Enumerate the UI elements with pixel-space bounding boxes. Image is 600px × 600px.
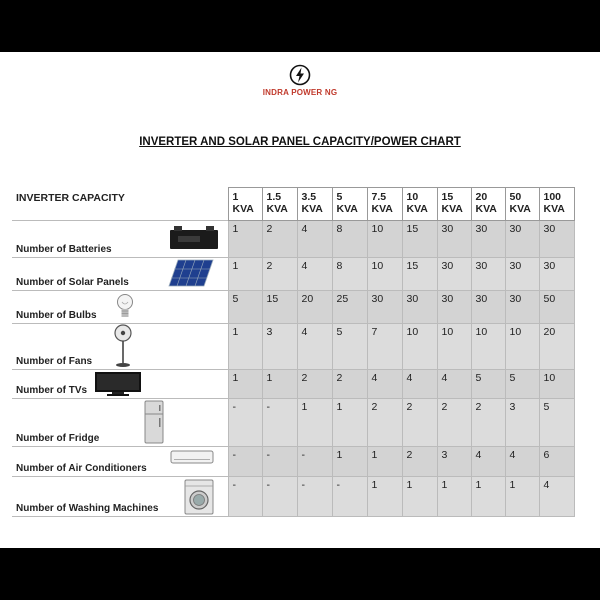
fridge-icon [144, 400, 164, 447]
table-cell: - [262, 477, 297, 517]
row-label: Number of Air Conditioners [16, 463, 147, 474]
table-cell: 3 [505, 399, 539, 447]
table-cell: 1 [402, 477, 437, 517]
table-cell: 4 [297, 258, 332, 291]
table-cell: 30 [471, 221, 505, 258]
table-cell: 10 [539, 370, 574, 399]
table-cell: 30 [437, 221, 471, 258]
row-label-cell [12, 370, 228, 399]
battery-icon [168, 225, 220, 254]
table-cell: 20 [539, 324, 574, 370]
table-cell: 30 [402, 291, 437, 324]
column-header: 50 KVA [505, 188, 539, 221]
chart-page [0, 52, 600, 548]
solar-panel-icon [168, 259, 214, 290]
table-row [12, 221, 574, 258]
table-cell: 2 [262, 258, 297, 291]
header-row [12, 188, 574, 221]
table-cell: 3 [262, 324, 297, 370]
table-row [12, 324, 574, 370]
row-label-cell [12, 399, 228, 447]
table-cell: 5 [539, 399, 574, 447]
row-label-cell [12, 258, 228, 291]
table-cell: 5 [471, 370, 505, 399]
table-cell: 2 [471, 399, 505, 447]
row-label: Number of Fridge [16, 433, 100, 444]
table-row [12, 370, 574, 399]
table-cell: 4 [297, 324, 332, 370]
television-icon [94, 371, 142, 400]
column-header: 15 KVA [437, 188, 471, 221]
air-conditioner-icon [170, 450, 214, 467]
table-cell: 30 [471, 291, 505, 324]
table-cell: - [297, 447, 332, 477]
table-cell: - [228, 447, 262, 477]
table-cell: 30 [437, 258, 471, 291]
table-cell: 2 [332, 370, 367, 399]
table-cell: 8 [332, 221, 367, 258]
table-cell: - [228, 477, 262, 517]
table-cell: 50 [539, 291, 574, 324]
table-cell: 5 [332, 324, 367, 370]
table-cell: 30 [505, 258, 539, 291]
lightning-bolt-icon [289, 64, 311, 86]
table-row [12, 477, 574, 517]
table-cell: 1 [505, 477, 539, 517]
table-row [12, 447, 574, 477]
table-cell: 10 [437, 324, 471, 370]
row-label: Number of Batteries [16, 244, 112, 255]
table-cell: 1 [228, 324, 262, 370]
table-cell: 10 [367, 221, 402, 258]
row-label: Number of Washing Machines [16, 503, 159, 514]
table-cell: 4 [297, 221, 332, 258]
brand-logo [0, 64, 600, 97]
table-cell: 10 [367, 258, 402, 291]
column-header: 5 KVA [332, 188, 367, 221]
row-label: Number of Bulbs [16, 310, 97, 321]
row-label-cell [12, 324, 228, 370]
table-cell: 30 [367, 291, 402, 324]
table-cell: 6 [539, 447, 574, 477]
standing-fan-icon [112, 324, 134, 371]
table-cell: 2 [437, 399, 471, 447]
table-cell: 2 [262, 221, 297, 258]
table-cell: 1 [332, 399, 367, 447]
table-cell: 1 [471, 477, 505, 517]
table-cell: 4 [402, 370, 437, 399]
table-cell: - [297, 477, 332, 517]
table-cell: 1 [437, 477, 471, 517]
column-header: 3.5 KVA [297, 188, 332, 221]
table-cell: 8 [332, 258, 367, 291]
column-header: 1.5 KVA [262, 188, 297, 221]
table-cell: - [228, 399, 262, 447]
corner-label: INVERTER CAPACITY [16, 191, 125, 204]
table-cell: 3 [437, 447, 471, 477]
table-cell: 2 [297, 370, 332, 399]
brand-name: INDRA POWER NG [262, 88, 338, 97]
column-header: 20 KVA [471, 188, 505, 221]
table-cell: 1 [297, 399, 332, 447]
table-cell: 30 [505, 221, 539, 258]
row-label-cell [12, 291, 228, 324]
washing-machine-icon [184, 479, 214, 518]
table-cell: - [262, 447, 297, 477]
row-label-cell [12, 477, 228, 517]
table-cell: 1 [367, 447, 402, 477]
table-row [12, 291, 574, 324]
row-label-cell [12, 447, 228, 477]
table-cell: 4 [367, 370, 402, 399]
table-cell: 4 [505, 447, 539, 477]
table-cell: 10 [402, 324, 437, 370]
table-cell: 1 [332, 447, 367, 477]
table-cell: 2 [367, 399, 402, 447]
column-header: 100 KVA [539, 188, 574, 221]
table-cell: 10 [471, 324, 505, 370]
table-cell: 15 [402, 221, 437, 258]
table-row [12, 399, 574, 447]
table-cell: 1 [228, 258, 262, 291]
table-cell: 25 [332, 291, 367, 324]
column-header: 1 KVA [228, 188, 262, 221]
table-cell: 30 [471, 258, 505, 291]
table-cell: 20 [297, 291, 332, 324]
table-cell: 2 [402, 447, 437, 477]
table-cell: 1 [228, 221, 262, 258]
table-cell: 15 [262, 291, 297, 324]
table-cell: - [262, 399, 297, 447]
table-cell: 1 [367, 477, 402, 517]
capacity-table [12, 187, 575, 517]
page-title: INVERTER AND SOLAR PANEL CAPACITY/POWER CHART [139, 136, 461, 148]
table-cell: 5 [228, 291, 262, 324]
row-label-cell [12, 221, 228, 258]
table-cell: - [332, 477, 367, 517]
row-label: Number of Fans [16, 356, 93, 367]
row-label: Number of TVs [16, 385, 88, 396]
column-header: 7.5 KVA [367, 188, 402, 221]
table-cell: 4 [471, 447, 505, 477]
table-cell: 1 [228, 370, 262, 399]
table-cell: 2 [402, 399, 437, 447]
table-cell: 5 [505, 370, 539, 399]
table-cell: 30 [437, 291, 471, 324]
table-cell: 1 [262, 370, 297, 399]
light-bulb-icon [116, 293, 134, 324]
table-cell: 7 [367, 324, 402, 370]
table-cell: 30 [539, 258, 574, 291]
table-row [12, 258, 574, 291]
table-cell: 4 [539, 477, 574, 517]
table-cell: 15 [402, 258, 437, 291]
table-cell: 4 [437, 370, 471, 399]
row-label: Number of Solar Panels [16, 277, 129, 288]
table-cell: 10 [505, 324, 539, 370]
column-header: 10 KVA [402, 188, 437, 221]
table-cell: 30 [539, 221, 574, 258]
table-cell: 30 [505, 291, 539, 324]
